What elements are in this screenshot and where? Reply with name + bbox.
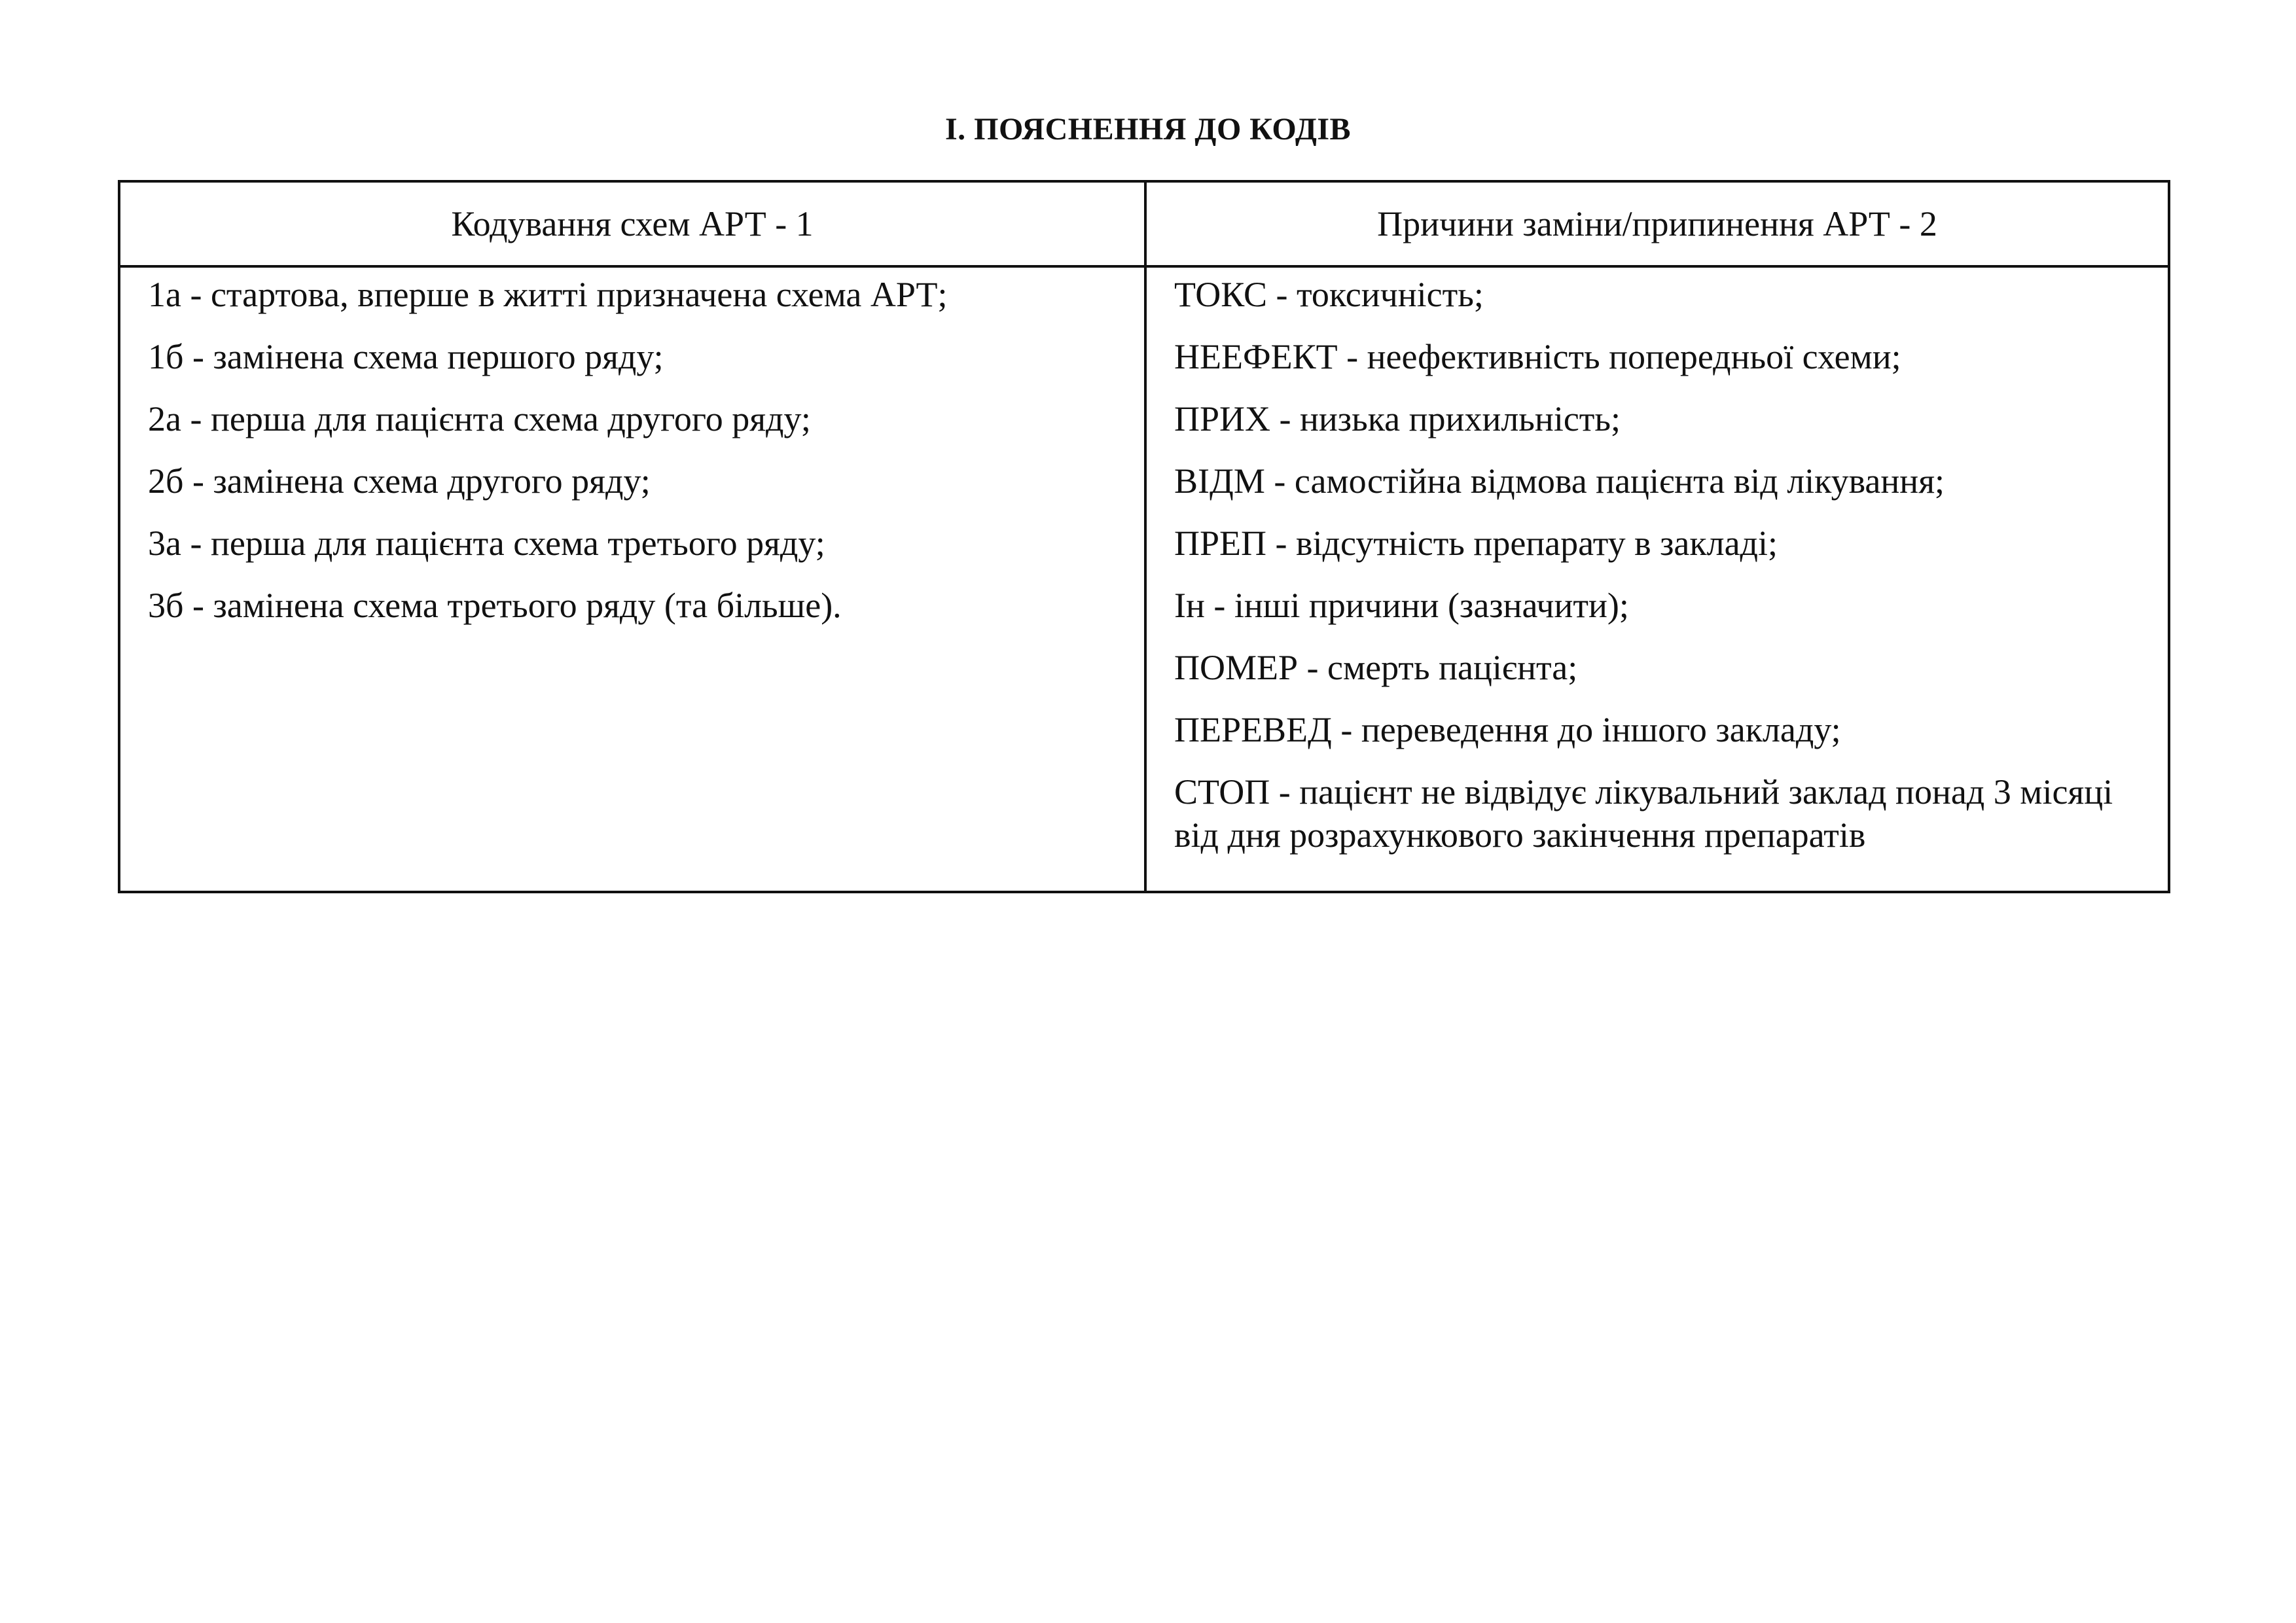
- reason-item: НЕЕФЕКТ - неефективність попередньої схеми;: [1174, 337, 1901, 376]
- change-reasons-header: Причини заміни/припинення АРТ - 2: [1147, 183, 2168, 268]
- change-reasons-list: [1147, 268, 2168, 891]
- art-coding-list: [120, 268, 1147, 891]
- reason-item: ПРЕП - відсутність препарату в закладі;: [1174, 524, 1778, 563]
- art-code-item: 1а - стартова, вперше в житті призначена схема АРТ;: [148, 275, 948, 314]
- page-title: I. ПОЯСНЕННЯ ДО КОДІВ: [944, 112, 1352, 147]
- art-code-item: 3б - замінена схема третього ряду (та більше).: [148, 586, 842, 625]
- reason-item: ПЕРЕВЕД - переведення до іншого закладу;: [1174, 710, 1841, 749]
- reason-item: ТОКС - токсичність;: [1174, 275, 1484, 314]
- art-code-item: 2б - замінена схема другого ряду;: [148, 461, 651, 501]
- reason-item: ВІДМ - самостійна відмова пацієнта від лікування;: [1174, 461, 1945, 501]
- reason-item: ПРИХ - низька прихильність;: [1174, 399, 1621, 438]
- art-coding-header: Кодування схем АРТ - 1: [120, 183, 1147, 268]
- art-code-item: 2а - перша для пацієнта схема другого ряду;: [148, 399, 811, 438]
- codes-table: [118, 180, 2170, 893]
- reason-item: СТОП - пацієнт не відвідує лікувальний заклад понад 3 місяці від дня розрахункового закінчення препаратів: [1174, 772, 2113, 855]
- reason-item: Ін - інші причини (зазначити);: [1174, 586, 1629, 625]
- art-code-item: 1б - замінена схема першого ряду;: [148, 337, 664, 376]
- art-code-item: 3а - перша для пацієнта схема третього ряду;: [148, 524, 825, 563]
- reason-item: ПОМЕР - смерть пацієнта;: [1174, 648, 1578, 687]
